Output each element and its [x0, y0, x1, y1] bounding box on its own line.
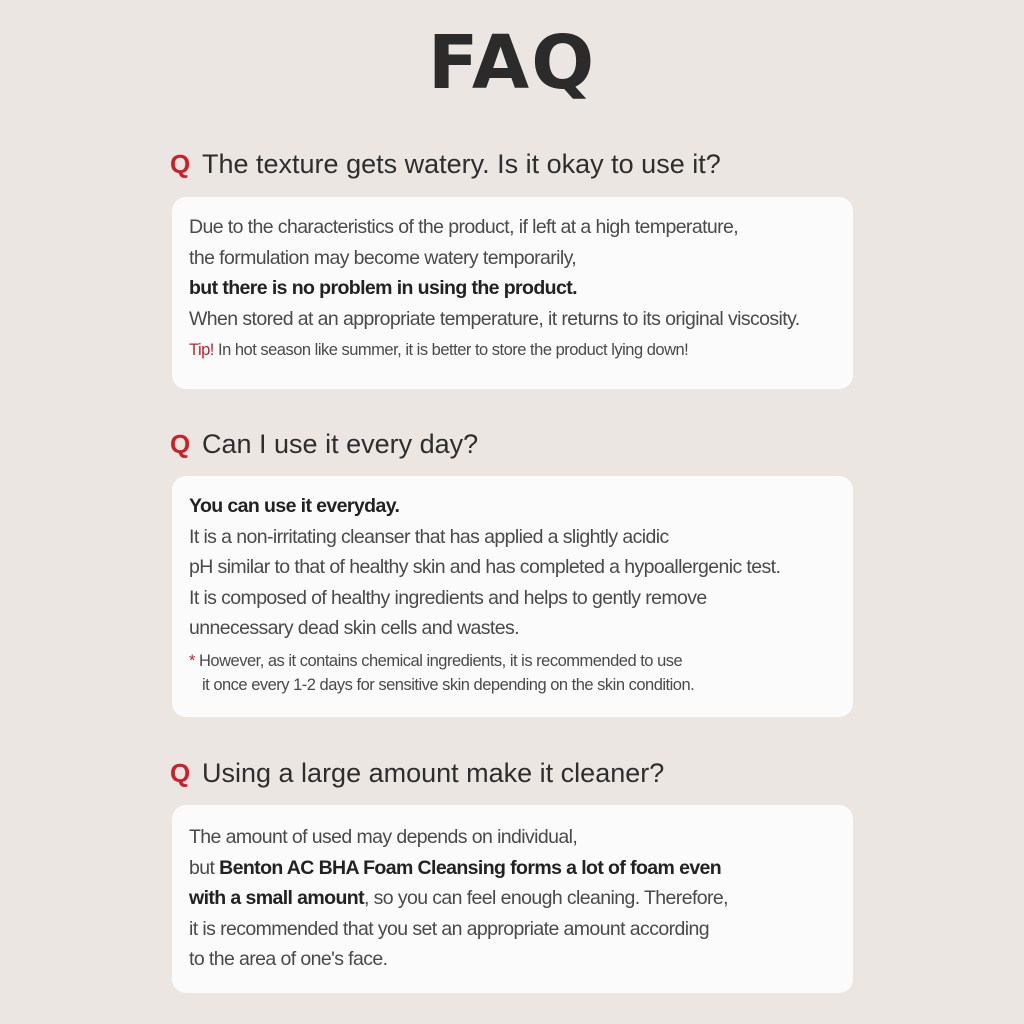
answer-line: to the area of one's face.: [189, 948, 388, 970]
answer-line: unnecessary dead skin cells and wastes.: [189, 617, 519, 639]
answer-text: , so you can feel enough cleaning. Therefore,: [363, 887, 728, 909]
answer-line: The amount of used may depends on individual,: [189, 826, 578, 848]
question-marker: Q: [170, 148, 191, 179]
answer-line: Due to the characteristics of the product, if left at a high temperature,: [189, 216, 739, 238]
answer-line: It is composed of healthy ingredients and helps to gently remove: [189, 586, 707, 609]
faq-answer-card-2: [172, 476, 853, 717]
tip-text: In hot season like summer, it is better to store the product lying down!: [213, 341, 689, 359]
answer-emphasis: with a small amount: [189, 887, 364, 909]
page-title: FAQ: [427, 20, 597, 106]
answer-line: pH similar to that of healthy skin and has completed a hypoallergenic test.: [189, 556, 781, 578]
faq-question-2: [170, 424, 478, 464]
answer-line: [189, 853, 843, 884]
tip-label: Tip!: [189, 341, 214, 359]
answer-line-emphasis: but there is no problem in using the product.: [189, 277, 577, 299]
question-marker: Q: [170, 757, 191, 788]
faq-question-1: [170, 144, 721, 184]
answer-line: [189, 883, 843, 914]
answer-text: but: [189, 856, 220, 879]
faq-answer-card-1: [172, 197, 853, 389]
faq-answer-card-3: [172, 805, 853, 993]
note-asterisk: *: [189, 651, 195, 670]
question-text: Using a large amount make it cleaner?: [202, 757, 665, 788]
answer-emphasis: Benton AC BHA Foam Cleansing forms a lot of foam even: [219, 856, 722, 879]
answer-line-emphasis: You can use it everyday.: [189, 495, 400, 517]
question-marker: Q: [170, 428, 191, 459]
note-text: However, as it contains chemical ingredients, it is recommended to use: [194, 651, 683, 670]
question-text: The texture gets watery. Is it okay to use it?: [202, 148, 721, 179]
note-line: it once every 1-2 days for sensitive skin depending on the skin condition.: [202, 675, 695, 694]
answer-line: it is recommended that you set an appropriate amount according: [189, 917, 709, 940]
faq-question-3: [170, 753, 664, 793]
answer-line: the formulation may become watery temporarily,: [189, 246, 577, 269]
note-line: [189, 649, 843, 673]
question-text: Can I use it every day?: [202, 428, 479, 459]
tip-line: [189, 338, 843, 362]
answer-line: It is a non-irritating cleanser that has applied a slightly acidic: [189, 525, 669, 548]
answer-line: When stored at an appropriate temperature, it returns to its original viscosity.: [189, 307, 800, 330]
